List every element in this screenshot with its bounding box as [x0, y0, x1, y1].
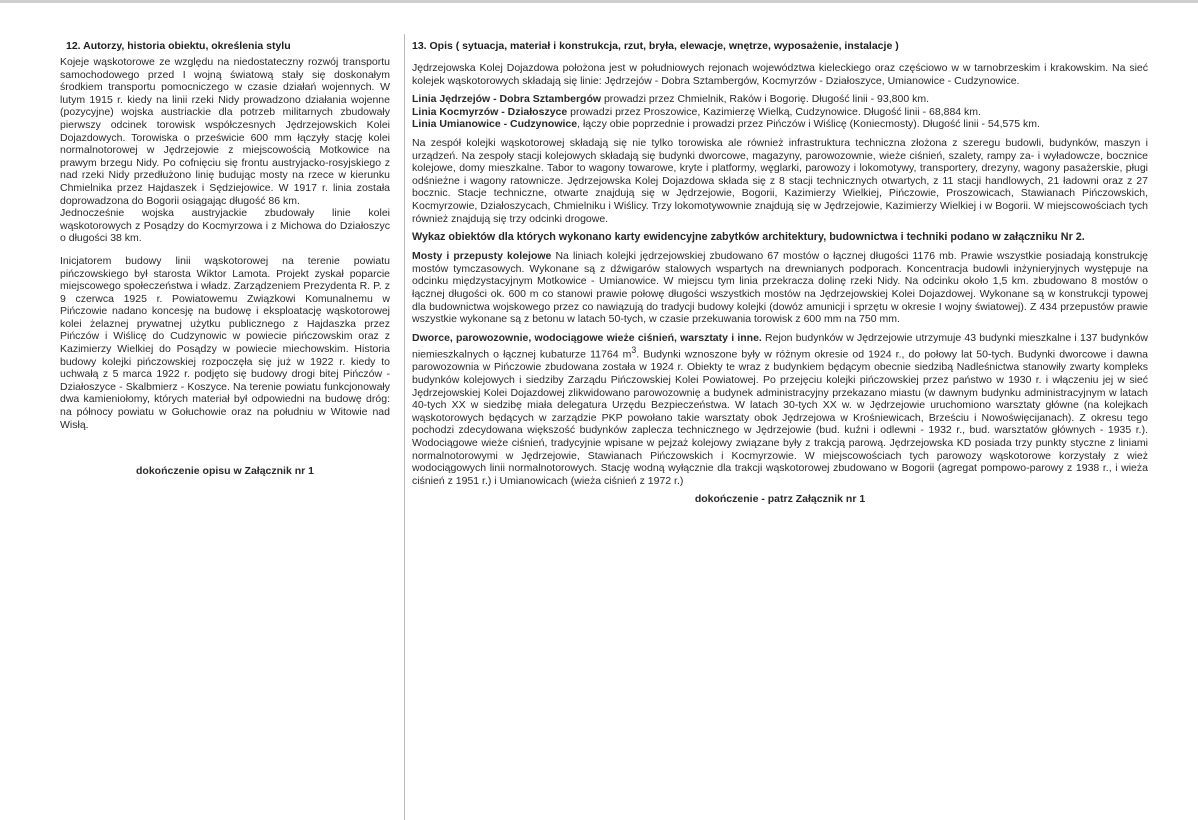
right-continuation-note: dokończenie - patrz Załącznik nr 1 [694, 493, 866, 506]
line-2-name: Linia Kocmyrzów - Działoszyce [412, 105, 568, 118]
infrastructure-paragraph: Na zespół kolejki wąskotorowej składają się nie tylko torowiska ale również infrastruktura techniczna złożona z szeregu budowli, budynków, maszyn i urządzeń. Na zespoły stacji kolejowych składają się budynki dworcowe, magazyny, parowozownie, wieże ciśnień, szalety, rampy za- i wyładowcze, bocznice kolejowe, domy mieszkalne. Tabor to wagony towarowe, kryte i platformy, węglarki, parowozy i lokomotywy, transportery, drezyny, wagony pasażerskie, pługi odśnieżne i wagony ratownicze. Jędrzejowska Kolej Dojazdowa składa się z 8 stacji technicznych otwartych, z 11 stacji handlowych, 21 ładowni oraz z 27 bocznic. Stacje techniczne, otwarte znajdują się w Jędrzejowie, Bogorii, Kazimierzy Wielkiej, Pińczowie, Proszowicach, Stawianach Pińczowskich, Kocmyrzowie, Działoszycach, Chmielniku i Wiślicy. Trzy lokomotywownie znajdują się w Jędrzejowie, Kazimierzy Wielkiej i w Bogorii. W miejscowościach tych również znajdują się trzy odcinki drogowe. [412, 136, 1148, 225]
line-1-text: prowadzi przez Chmielnik, Raków i Bogorię. Długość linii - 93,800 km. [601, 93, 929, 106]
section-12-title: 12. Autorzy, historia obiektu, określenia stylu [66, 40, 291, 52]
left-column [60, 40, 390, 488]
objects-list-note: Wykaz obiektów dla których wykonano karty ewidencyjne zabytków architektury, budownictwa i techniki podano w załączniku Nr 2. [412, 231, 1085, 244]
line-3-text: , łączy obie poprzednie i prowadzi przez Pińczów i Wiślicę (Koniecmosty). Długość linii - 54,575 km. [577, 118, 1040, 131]
line-entry-2 [412, 106, 1148, 119]
scan-top-edge [0, 0, 1198, 3]
history-paragraph-1: Kojeje wąskotorowe ze względu na niedostateczny rozwój transportu samochodowego przed I wojną światową stały się doskonałym środkiem transportu pomocniczego w czasie działań wojennych. W lutym 1915 r. kiedy na linii rzeki Nidy prowadzono działania wojenne (pozycyjne) wojska austriackie dla potrzeb militarnych zbudowały pierwszy odcinek torowisk współczesnych Jędrzejowskich Kolei Dojazdowych. Torowiska o prześwicie 600 mm łączyły stację kolei normalnotorowej w Jędrzejowie z miejscowością Motkowice na prawym brzegu Nidy. Po cofnięciu się frontu austryjacko-rosyjskiego z nad rzeki Nidy przedłużono linię budując mosty na rzece w kierunku Chmielnika przez Hajdaszek i Sędziejowice. W 1917 r. linia została doprowadzona do Bogorii osiągając długość 86 km. [60, 56, 390, 207]
history-paragraph-2: Jednocześnie wojska austryjackie zbudowały linie kolei wąskotorowych z Posądzy do Kocmyrzowa i z Michowa do Działoszyc o długości 38 km. [60, 207, 390, 245]
stations-text-b: . Budynki wznoszone były w różnym okresie od 1924 r., do połowy lat 50-tych. Budynki dworcowe i dawna parowozownia w Pińczowie zbudowana została w 1924 r. Obiekty te wraz z budynkiem będącym obecnie siedzibą Nadleśnictwa stanowiły zwarty kompleks budynków kolejowych i siedziby Zarządu Pińczowskiej Kolei Powiatowej. Po przejęciu kolejki pińczowskiej przez państwo w 1930 r. i włączeniu jej w sieć Jędrzejowskiej Kolei Dojazdowej zlikwidowano parowozownię a budynek administracyjny przekazano miastu (w dawnym budynku administracyjnym w latach 40-tych XX w siedzibę miała delegatura Urzędu Bezpieczeństwa. W latach 30-tych XX w. w Jędrzejowie uruchomiono warsztaty główne (na kolejkach wąskotorowych będących w zarządzie PKP powołano takie warsztaty obok Jędrzejowa w Krośniewicach, Brześciu i Nowoświęcijanach). Z okresu tego pochodzi zdecydowana większość budynków zaplecza technicznego w Jędrzejowie (bud. kuźni i odlewni - 1932 r., bud. warsztatów głównych - 1935 r.). Wodociągowe wieże ciśnień, tradycyjnie wpisane w pejzaż kolejowy związane były z trakcją parową. Jędrzejowska KD posiada trzy punkty styczne z liniami normalnotorowymi w Jędrzejowie, Stawianach Pińczowskich i Kocmyrzowie. W miejscowościach tych parowozy wąskotorowe korzystały z wież wodociągowych linii normalnotorowych. Stację wodną wyłącznie dla trakcji wąskotorowej zbudowano w Bogorii (agregat pompowo-parowy z 1938 r., i wieża ciśnień z 1951 r.) i Umianowicach (wieża ciśnień z 1972 r.) [412, 348, 1149, 487]
description-intro: Jędrzejowska Kolej Dojazdowa położona jest w południowych rejonach województwa kieleckiego oraz częściowo w w tarnobrzeskim i krakowskim. Na sieć kolejek wąskotorowych składają się linie: Jędrzejów - Dobra Sztambergów, Kocmyrzów - Działoszyce, Umianowice - Cudzynowice. [412, 62, 1148, 87]
bridges-heading: Mosty i przepusty kolejowe [412, 250, 552, 263]
line-3-name: Linia Umianowice - Cudzynowice [412, 118, 578, 131]
cubic-superscript: 3 [631, 345, 637, 356]
line-entry-1 [412, 93, 1148, 106]
stations-paragraph [412, 332, 1148, 488]
left-continuation-note: dokończenie opisu w Załącznik nr 1 [136, 465, 314, 478]
line-1-name: Linia Jędrzejów - Dobra Sztambergów [412, 93, 602, 106]
stations-heading: Dworce, parowozownie, wodociągowe wieże ciśnień, warsztaty i inne. [412, 331, 762, 344]
line-entry-3 [412, 118, 1148, 131]
right-column [412, 40, 1148, 516]
column-divider [404, 34, 405, 820]
bridges-paragraph [412, 250, 1148, 326]
line-2-text: prowadzi przez Proszowice, Kazimierzę Wielką, Cudzynowice. Długość linii - 68,884 km. [567, 105, 981, 118]
section-13-title: 13. Opis ( sytuacja, materiał i konstrukcja, rzut, bryła, elewacje, wnętrze, wyposażenie, instalacje ) [412, 40, 899, 52]
history-paragraph-3: Inicjatorem budowy linii wąskotorowej na terenie powiatu pińczowskiego był starosta Wiktor Lamota. Projekt zyskał poparcie miejscowego społeczeństwa i władz. Zarządzeniem Prezydenta R. P. z 9 czerwca 1925 r. Powiatowemu Związkowi Komunalnemu w Pińczowie nadano koncesję na budowę i eksploatację wąskotorowej kolei żelaznej prywatnej użytku publicznego z Hajdaszka przez Pińczów i Wiślicę do Cudzynowic w powiecie pińczowskim oraz z Kazimierzy Wielkiej do Posądzy w powiecie miechowskim. Historia budowy kolejki pińczowskiej rozpoczęła się już w 1922 r. kiedy to uchwałą z 5 marca 1922 r. podjęto się budowy drogi bitej Pińczów - Działoszyce - Skalbmierz - Koszyce. Na terenie powiatu funkcjonowały dwa kamieniołomy, których materiał był odpowiedni na budowę dróg: na północy powiatu w Gołuchowie oraz na południu w Witowie nad Wisłą. [60, 254, 390, 431]
stations-text-a: Rejon budynków w Jędrzejowie utrzymuje 43 budynki mieszkalne i 137 budynków niemieszkalnych o łącznej kubaturze 11764 m [412, 331, 1148, 361]
bridges-text: Na liniach kolejki jędrzejowskiej zbudowano 67 mostów o łącznej długości 1176 mb. Prawie wszystkie posiadają konstrukcję mostów tymczasowych. Wykonane są z dźwigarów stalowych wspartych na drewnianych podporach. Koncentracja budowli inżynieryjnych występuje na odcinku międzystacyjnym Motkowice - Umianowice. W miejscu tym linia przekracza dolinę rzeki Nidy. Na odcinku około 1,5 km. zbudowano 8 mostów o łącznej długości ok. 600 m co stanowi prawie połowę długości wszystkich mostów na Jędrzejowskiej Kolei Dojazdowej. Wykonane są w konstrukcji typowej dla budownictwa wojskowego przez co nawiązują do tradycji budowy kolejki (dowóz amunicji i sprzętu w okresie I wojny światowej). Z 434 przepustów prawie wszystkie wykonane są z betonu w latach 50-tych, w czasie przekuwania torowisk z 600 mm na 750 mm. [412, 250, 1148, 326]
